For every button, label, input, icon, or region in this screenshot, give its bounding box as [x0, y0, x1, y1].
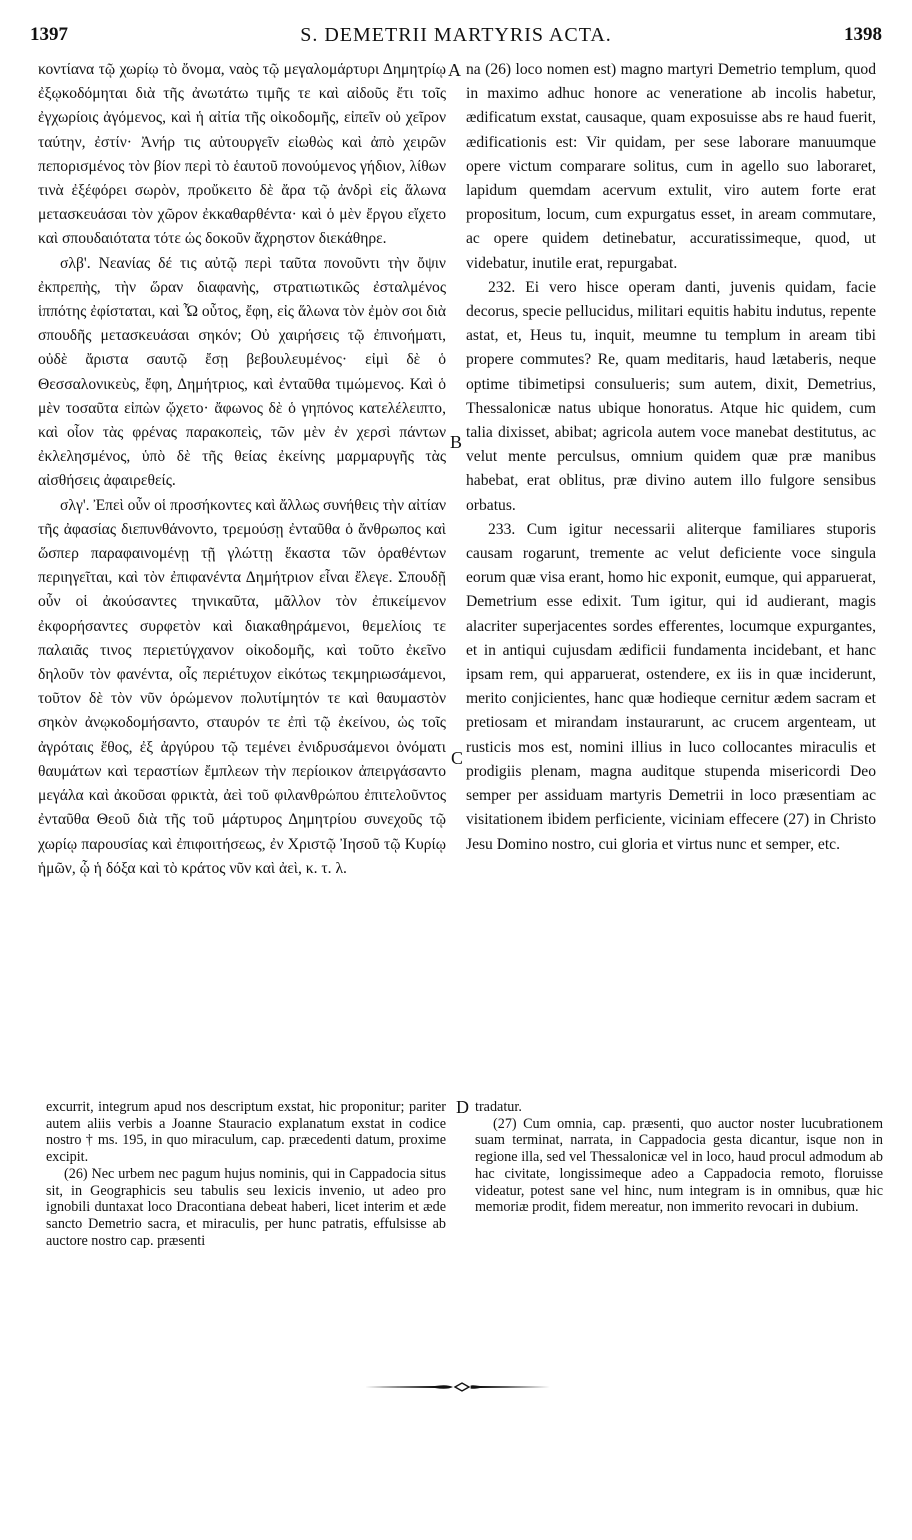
footnotes-left-column	[46, 1099, 446, 1249]
latin-paragraph: 233. Cum igitur necessarii aliterque familiares stuporis causam rogarunt, tremente ac velut deficiente voce singula eorum quæ visa erant, homo hic exponit, eumque, qui apparuerat, Demetrium esse edixit. Tum igitur, qui id audierant, magis alacriter superjacentes sordes efferentes, locumque expurgantes, et in antiqui cujusdam ædificii fundamenta incidebant, et hanc ipsam rem, qui apparuerat, ostendere, ex iis in quæ inciderunt, merito conjicientes, hanc quæ hodieque cernitur ædem sacram et pretiosam et mirandam instaurarunt, ac crucem argenteam, ut rusticis mos est, nomini illius in luco collocantes miraculis et prodigiis plenam, magna auditque stupenda misericordi Deo semper per assiduam martyris Demetrii in loco præsentiam ac visitationem ibidem perficiente, viciniam effecere (27) in Christo Jesu Domino nostro, cui gloria et virtus nunc et semper, etc.	[466, 520, 876, 853]
margin-letter-b: B	[450, 432, 463, 452]
greek-paragraph: κοντίανα τῷ χωρίῳ τὸ ὄνομα, ναὸς τῷ μεγαλομάρτυρι Δημητρίῳ ἐξῳκοδόμηται διὰ τῆς ἀνωτάτω τιμῆς τε καὶ αἰδοῦς ἔτι τοῖς ἐγχωρίοις ἀγόμενος, καὶ ἡ αἰτία τῆς οἰκοδομῆς, εἰπεῖν οὐ χεῖρον ταύτην, ἐστίν· Ἀνήρ τις αὐτουργεῖν εἰωθὼς καὶ ἀπὸ χειρῶν πεπορισμένος τὸν βίον περὶ τὸ ἑαυτοῦ πονούμενος γήδιον, λίθων τινὰ ἐξέφόρει σωρὸν, προὔκειτο δὲ ἄρα τῷ ἀνδρὶ εἰς ἅλωνα μετασκευάσαι τὸν χῶρον ἐκκαθαρθέντα· καὶ ὁ μὲν ἔργου εἴχετο καὶ σπουδαιότατα τότε ὡς δοκοῦν ἄχρηστον διεκάθηρε.	[38, 61, 446, 248]
greek-paragraph: σλγ'. Ἐπεὶ οὖν οἱ προσήκοντες καὶ ἄλλως συνήθεις τὴν αἰτίαν τῆς ἀφασίας διεπυνθάνοντο, τρεμούσῃ ἐνταῦθα ὁ ἄνθρωπος καὶ ὥσπερ παραφαινομένῃ τῇ γλώττῃ ἕκαστα τῶν ὁραθέντων περιηγεῖται, καὶ τὸν ἐπιφανέντα Δημήτριον εἶναι ἔλεγε. Σπουδῇ οὖν οἱ ἀκούσαντες τηνικαῦτα, μᾶλλον τὸν ἐπικείμενον ἐκφορήσαντες συρφετὸν καὶ διακαθηράμενοι, θεμελίοις τε παλαιᾶς τινος περιετύγχανον οἰκοδομῆς, καὶ τοῦτο ἐκεῖνο δηλοῦν τὸν φανέντα, οἷς περιέτυχον εἰκότως τεκμηριωσάμενοι, τοῦτον δὲ τὸν νῦν ὁρώμενον πολυτίμητόν τε καὶ θαυμαστὸν σηκὸν ἀνῳκοδομήσαντο, σταυρόν τε ἐπὶ τῷ ἐκείνου, ὡς τοῖς ἀγρόταις ἔθος, ἐξ ἀργύρου τῷ τεμένει ἐνιδρυσάμενοι ὀνόματι θαυμάτων καὶ τεραστίων ἔμπλεων τὴν περίοικον ἀπειργάσαντο μεγάλα καὶ ἀκοῦσαι φρικτὰ, ἀεὶ τοῦ φιλανθρώπου ἐπιτελοῦντος ἐνταῦθα Θεοῦ διὰ τῆς τοῦ μάρτυρος Δημητρίου συνεχοῦς τῷ χωρίῳ παρουσίας καὶ ἐπιφοιτήσεως, ἐν Χριστῷ Ἰησοῦ τῷ Κυρίῳ ἡμῶν, ᾧ ἡ δόξα καὶ τὸ κράτος νῦν καὶ ἀεὶ, κ. τ. λ.	[38, 496, 446, 877]
margin-letter-c: C	[451, 748, 464, 768]
margin-letter-a: A	[448, 60, 461, 80]
footnotes-right-column	[475, 1099, 883, 1216]
greek-text-column	[38, 58, 446, 881]
running-title: S. DEMETRII MARTYRIS ACTA.	[300, 24, 612, 46]
footnote-paragraph: (27) Cum omnia, cap. præsenti, quo auctor noster lucubrationem suam terminat, narrata, in Cappadocia gesta dicantur, isque non in regione illa, sed vel Thessalonicæ vel in loco, haud procul admodum ab hac civitate, longissimeque adeo a Cappadocia remoto, floruisse videatur, potest sane vel hinc, num integram is in omnibus, quæ hic memoriæ prodit, fidem mereatur, non immerito revocari in dubium.	[475, 1115, 883, 1216]
margin-letter-d: D	[456, 1097, 469, 1117]
page-header	[30, 24, 882, 50]
latin-text-column	[466, 58, 876, 857]
page-number-right: 1398	[844, 24, 882, 45]
footnote-paragraph: (26) Nec urbem nec pagum hujus nominis, qui in Cappadocia situs sit, in Geographicis seu tabulis seu lexicis invenio, ut adeo pro ignobili duntaxat loco Dracontiana debeat haberi, licet interim et æde sancto Demetrio sacra, et miraculis, per hunc patratis, effulsisse ab auctore nostro cap. præsenti	[46, 1165, 446, 1249]
ornamental-divider	[365, 1382, 550, 1392]
latin-paragraph: na (26) loco nomen est) magno martyri Demetrio templum, quod in maximo adhuc honore ac veneratione ab incolis habetur, ædificatum exstat, causaque, quam exposuisse abs re haud fuerit, ædificationis est: Vir quidam, per sese laborare manuumque opere victum comparare solitus, cum in agello suo laboraret, lapidum quemdam acervum extulit, viro autem forte erat propositum, locum, cum expurgatus esset, in aream commutare, ac opere quidem detinebatur, accuratissimeque, quod, ut videbatur, inutile erat, repurgabat.	[466, 61, 876, 272]
footnote-paragraph: excurrit, integrum apud nos descriptum exstat, hic proponitur; pariter autem aliis verbis a Joanne Stauracio explanatum exstat in codice nostro † ms. 195, in quo miraculum, cap. præcedenti datum, proxime excipit.	[46, 1099, 446, 1166]
latin-paragraph: 232. Ei vero hisce operam danti, juvenis quidam, facie decorus, specie pellucidus, militari equitis habitu indutus, repente astat, et, Heus tu, inquit, meumne tu templum in aream tibi propere commutes? Re, quam meditaris, haud lætaberis, neque optime tibimetipsi consulueris; sum autem, dixit, Demetrius, Thessalonicæ natus ubique honoratus. Atque hic quidem, cum talia dixisset, abibat; agricola autem voce manebat destitutus, ac velut mente perculsus, omnium quidem quæ præ manibus habebat, erat oblitus, præ divino autem illo fulgore sensibus orbatus.	[466, 278, 876, 514]
footnote-paragraph: tradatur.	[475, 1099, 522, 1115]
greek-paragraph: σλβ'. Νεανίας δέ τις αὐτῷ περὶ ταῦτα πονοῦντι τὴν ὄψιν ἐκπρεπὴς, τὴν ὥραν διαφανὴς, στρατιωτικῶς ἐσταλμένος ἱππότης ἐφίσταται, καὶ Ὦ οὗτος, ἔφη, εἰς ἅλωνα τὸν ἐμὸν σοι διὰ σπουδῆς μετασκευάσαι σηκόν; Οὐ χαιρήσεις τῷ ἐπινοήματι, οὐδὲ ἄριστα σαυτῷ ἔσῃ βεβουλευμένος· εἰμὶ δὲ ὁ Θεσσαλονικεὺς, ἔφη, Δημήτριος, καὶ ἐνταῦθα τιμώμενος. Καὶ ὁ μὲν τοσαῦτα εἰπὼν ᾤχετο· ἄφωνος δὲ ὁ γηπόνος κατελέλειπτο, καὶ οἷον τὰς φρένας παρακοπεὶς, τῶν μὲν ἐν χερσὶ πάντων ἐκλελησμένος, ὑπὸ δὲ τῆς θείας ἐκείνης μαρμαρυγῆς τὰς αἰσθήσεις ἀφαιρεθείς.	[38, 254, 446, 490]
page-number-left: 1397	[30, 24, 68, 45]
